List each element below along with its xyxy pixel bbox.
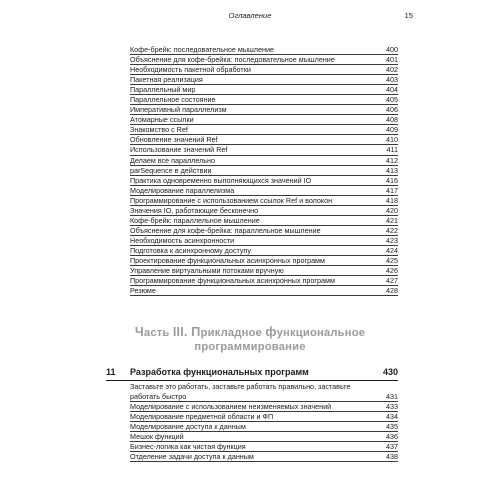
toc-entry-page: 408 [386, 115, 398, 125]
toc-entry [130, 135, 398, 145]
toc-entry-title: Атомарные ссылки [130, 115, 194, 125]
toc-entry-title: Заставьте это работать, заставьте работать правильно, заставьте работать быстро [130, 382, 351, 401]
toc-entry-title: Отделение задачи доступа к данным [130, 452, 254, 462]
toc-entry-title: Обновление значений Ref [130, 135, 218, 145]
toc-entry-title: Параллельное состояние [130, 95, 216, 105]
toc-entry-page: 410 [386, 135, 398, 145]
toc-entry [130, 115, 398, 125]
toc-entry [130, 412, 398, 422]
toc-entry [130, 166, 398, 176]
toc-entry [130, 125, 398, 135]
toc-entry-page: 413 [386, 165, 398, 175]
toc-entry [130, 402, 398, 412]
toc-entry-page: 423 [386, 235, 398, 245]
toc-entry-title: Значения IO, работающие бесконечно [130, 205, 259, 215]
running-header-title: Оглавление [228, 11, 272, 20]
toc-entry-page: 402 [386, 65, 398, 75]
part-heading-letter: Ч [134, 325, 144, 339]
toc-entry-page: 417 [386, 185, 398, 195]
toc-entry-page: 412 [386, 155, 398, 165]
toc-entry-title: Необходимость пакетной обработки [130, 65, 251, 75]
toc-entry-page: 404 [386, 85, 398, 95]
toc-entry-page: 403 [386, 75, 398, 85]
toc-entry [130, 216, 398, 226]
part-heading-line2: программирование [194, 341, 306, 353]
toc-entry [130, 442, 398, 452]
toc-entry-title: parSequence в действии [130, 165, 212, 175]
toc-entry-title: Подготовка к асинхронному доступу [130, 245, 251, 255]
toc-list-continued [130, 45, 398, 296]
toc-entry-page: 433 [386, 402, 398, 411]
toc-entry-title: Моделирование с использованием неизменяемых значений [130, 402, 332, 411]
part-heading-text: рикладное [200, 327, 266, 339]
toc-entry-page: 400 [386, 45, 398, 54]
part-heading-letter: П [187, 325, 201, 339]
toc-entry-title: Знакомство с Ref [130, 125, 188, 135]
toc-entry-page: 406 [386, 105, 398, 115]
toc-entry [130, 206, 398, 216]
toc-entry-page: 436 [386, 432, 398, 442]
toc-entry [130, 45, 398, 55]
toc-entry-title: Делаем все параллельно [130, 155, 216, 165]
toc-entry-title: Резюме [130, 286, 156, 296]
toc-entry [130, 246, 398, 256]
toc-entry-title: Кофе-брейк: последовательное мышление [130, 45, 274, 54]
chapter-number: 11 [106, 367, 116, 377]
toc-entry [130, 196, 398, 206]
toc-entry-title: Кофе-брейк: параллельное мышление [130, 215, 260, 225]
toc-entry [130, 226, 398, 236]
toc-entry-title: Использование значений Ref [130, 145, 228, 155]
chapter-page: 430 [382, 367, 398, 377]
toc-entry-page: 431 [386, 392, 398, 401]
toc-entry-title: Управление виртуальными потоками вручную [130, 266, 284, 276]
toc-entry-page: 422 [386, 225, 398, 235]
part-heading-line1 [0, 325, 500, 339]
part-heading-text: ункциональное [276, 327, 366, 339]
toc-entry-title: Мешок функций [130, 432, 184, 442]
toc-entry-page: 437 [386, 442, 398, 452]
toc-entry-page: 438 [386, 452, 398, 462]
toc-entry-title: Объяснение для кофе-брейка: параллельное мышление [130, 225, 321, 235]
toc-entry [130, 176, 398, 186]
toc-entry-page: 420 [386, 205, 398, 215]
chapter-title: Разработка функциональных программ [130, 367, 309, 377]
toc-entry [130, 266, 398, 276]
toc-entry-page: 425 [386, 255, 398, 265]
toc-entry-title: Программирование с использованием ссылок Ref и волокон [130, 195, 333, 205]
toc-entry-page: 416 [386, 175, 398, 185]
chapter-divider [106, 380, 398, 381]
toc-entry-page: 424 [386, 245, 398, 255]
toc-entry-page: 426 [386, 266, 398, 276]
toc-entry [130, 422, 398, 432]
toc-entry-title: Программирование функциональных асинхронных программ [130, 276, 335, 286]
toc-entry-title: Моделирование доступа к данным [130, 422, 246, 432]
toc-entry [130, 236, 398, 246]
part-heading-letter: ф [265, 325, 277, 339]
toc-entry-title: Практика одновременно выполняющихся значений IO [130, 175, 312, 185]
toc-entry-title: Моделирование параллелизма [130, 185, 235, 195]
toc-entry-page: 427 [386, 276, 398, 286]
toc-entry-title: Пакетная реализация [130, 75, 203, 85]
toc-entry-page: 421 [386, 215, 398, 225]
toc-entry-title: Бизнес-логика как чистая функция [130, 442, 246, 452]
toc-entry [130, 382, 398, 402]
toc-entry-page: 434 [386, 412, 398, 422]
part-heading-roman: III. [172, 325, 188, 339]
toc-entry-title: Императивный параллелизм [130, 105, 227, 115]
toc-entry [130, 452, 398, 462]
toc-entry-title: Проектирование функциональных асинхронных программ [130, 255, 325, 265]
toc-entry-page: 418 [386, 195, 398, 205]
toc-entry-page: 435 [386, 422, 398, 432]
toc-entry [130, 256, 398, 266]
toc-entry [130, 105, 398, 115]
toc-entry [130, 286, 398, 296]
toc-entry-title: Моделирование предметной области и ФП [130, 412, 274, 422]
toc-entry [130, 276, 398, 286]
toc-entry-page: 411 [386, 145, 398, 155]
toc-entry [130, 186, 398, 196]
toc-entry-page: 428 [386, 286, 398, 296]
toc-entry [130, 432, 398, 442]
toc-entry [130, 145, 398, 155]
toc-entry [130, 156, 398, 166]
toc-entry-page: 409 [386, 125, 398, 135]
toc-entry [130, 85, 398, 95]
toc-entry [130, 95, 398, 105]
part-heading-text: асть [143, 327, 173, 339]
toc-entry-page: 405 [386, 95, 398, 105]
running-header-page-number: 15 [404, 11, 413, 20]
toc-entry [130, 65, 398, 75]
toc-entry-title: Объяснение для кофе-брейка: последовательное мышление [130, 55, 335, 65]
toc-entry-title: Параллельный мир [130, 85, 196, 95]
toc-entry [130, 55, 398, 65]
toc-entry [130, 75, 398, 85]
toc-entry-title: Необходимость асинхронности [130, 235, 235, 245]
chapter-toc-list [130, 382, 398, 462]
toc-entry-page: 401 [386, 55, 398, 65]
